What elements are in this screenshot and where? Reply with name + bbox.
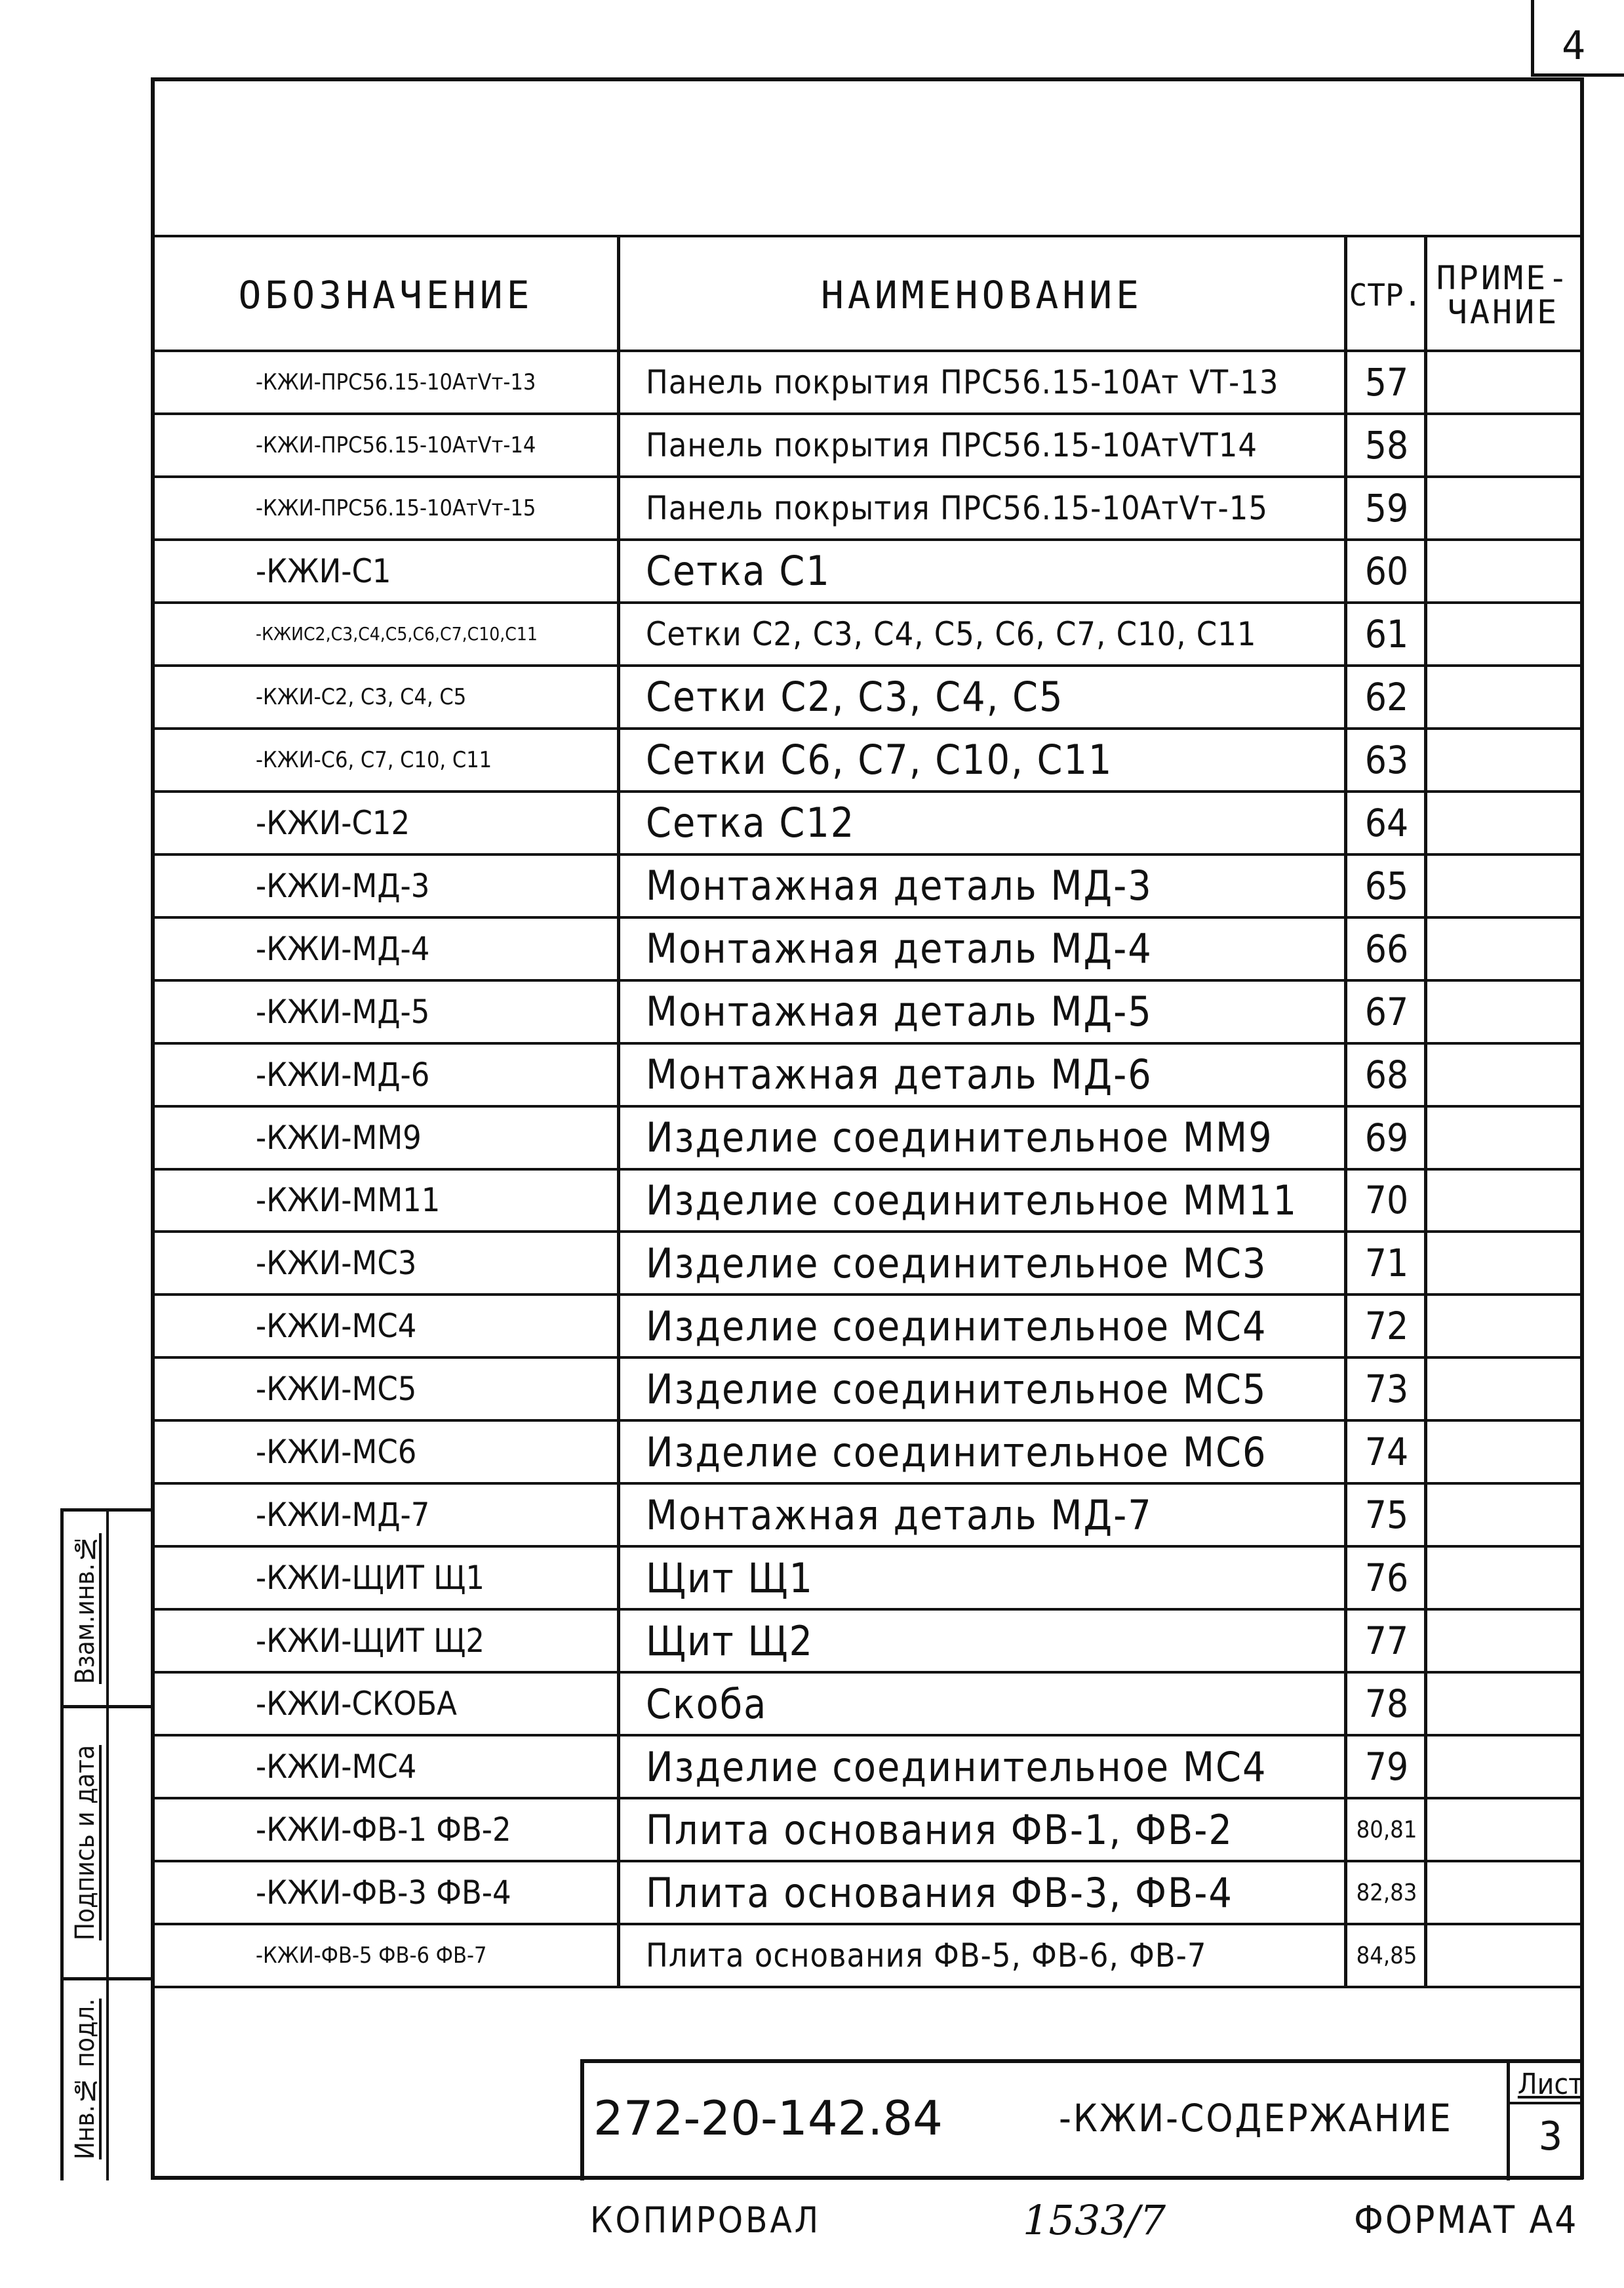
- title-block-top: [580, 2059, 1583, 2063]
- document-title: -КЖИ-СОДЕРЖАНИЕ: [1059, 2096, 1453, 2140]
- header-name: НАИМЕНОВАНИЕ: [820, 273, 1143, 317]
- col-divider-page: [1424, 236, 1427, 1987]
- row-name: Щит Щ1: [646, 1554, 814, 1602]
- row-code: -КЖИ-ФВ-3 ФВ-4: [256, 1874, 511, 1912]
- row-code: -КЖИ-МС6: [256, 1433, 417, 1472]
- row-page: 73: [1364, 1367, 1409, 1412]
- table-top-line: [155, 235, 1583, 237]
- row-code: -КЖИ-ЩИТ Щ2: [256, 1622, 485, 1660]
- row-page: 68: [1364, 1052, 1409, 1097]
- row-page: 79: [1364, 1744, 1409, 1790]
- header-page: СТР.: [1349, 277, 1422, 313]
- row-page: 61: [1364, 611, 1409, 656]
- row-name: Скоба: [646, 1679, 768, 1728]
- row-code: -КЖИ-ФВ-1 ФВ-2: [256, 1811, 511, 1849]
- row-page: 60: [1364, 548, 1409, 593]
- row-name: Изделие соединительное МС4: [646, 1302, 1267, 1350]
- row-name: Панель покрытия ПРС56.15-10АтVт-15: [646, 489, 1268, 527]
- row-name: Изделие соединительное МС4: [646, 1742, 1267, 1791]
- row-code: -КЖИ-С12: [256, 803, 410, 842]
- row-name: Щит Щ2: [646, 1616, 814, 1665]
- row-code: -КЖИ-С6, С7, С10, С11: [256, 746, 492, 773]
- row-code: -КЖИ-МС5: [256, 1370, 417, 1409]
- row-page: 65: [1364, 863, 1409, 908]
- header-note-line2: ЧАНИЕ: [1447, 293, 1560, 331]
- document-code: 272-20-142.84: [593, 2091, 943, 2146]
- row-code: -КЖИ-МД-3: [256, 866, 430, 905]
- inv-no-orig-label: Инв.№ подл.: [70, 1998, 100, 2159]
- title-block-left: [580, 2059, 584, 2180]
- row-page: 75: [1364, 1493, 1409, 1538]
- row-code: -КЖИ-ЩИТ Щ1: [256, 1559, 485, 1597]
- row-page: 78: [1364, 1681, 1409, 1727]
- row-name: Панель покрытия ПРС56.15-10Ат VТ-13: [646, 363, 1279, 401]
- frame-right: [1580, 77, 1584, 2179]
- row-page: 69: [1364, 1115, 1409, 1160]
- row-name: Изделие соединительное МС5: [646, 1365, 1267, 1413]
- row-name: Сетки С6, С7, С10, С11: [646, 736, 1113, 784]
- row-name: Монтажная деталь МД-6: [646, 1051, 1153, 1099]
- header-note-line1: ПРИМЕ-: [1436, 259, 1571, 297]
- row-code: -КЖИ-МС4: [256, 1307, 417, 1346]
- row-page: 64: [1364, 800, 1409, 845]
- row-name: Монтажная деталь МД-4: [646, 925, 1153, 973]
- row-code: -КЖИ-ПРС56.15-10АтVт-14: [256, 432, 536, 458]
- row-name: Изделие соединительное ММ9: [646, 1114, 1273, 1161]
- row-page: 57: [1364, 359, 1409, 405]
- row-name: Плита основания ФВ-3, ФВ-4: [646, 1868, 1233, 1917]
- row-page: 74: [1364, 1430, 1409, 1475]
- row-page: 58: [1364, 422, 1409, 468]
- col-divider-code: [617, 236, 620, 1987]
- row-code: -КЖИ-МД-4: [256, 929, 430, 968]
- row-code: -КЖИ-ММ11: [256, 1181, 441, 1220]
- row-name: Сетка С12: [646, 799, 856, 847]
- row-name: Изделие соединительное МС3: [646, 1239, 1267, 1287]
- row-code: -КЖИ-МД-7: [256, 1496, 430, 1535]
- row-page: 70: [1364, 1178, 1409, 1223]
- row-code: -КЖИ-ПРС56.15-10АтVт-13: [256, 369, 536, 395]
- row-code: -КЖИ-ФВ-5 ФВ-6 ФВ-7: [256, 1942, 487, 1969]
- row-name: Сетки С2, С3, С4, С5, С6, С7, С10, С11: [646, 614, 1257, 653]
- row-code: -КЖИ-ПРС56.15-10АтVт-15: [256, 494, 536, 521]
- frame-left: [151, 77, 155, 2179]
- row-page: 71: [1364, 1241, 1409, 1286]
- row-code: -КЖИ-МД-6: [256, 1055, 430, 1094]
- header-designation: ОБОЗНАЧЕНИЕ: [238, 273, 534, 317]
- row-page: 77: [1364, 1618, 1409, 1664]
- row-page: 72: [1364, 1304, 1409, 1349]
- row-page: 66: [1364, 926, 1409, 971]
- row-page: 80,81: [1356, 1816, 1417, 1843]
- row-page: 82,83: [1356, 1879, 1417, 1906]
- row-page: 62: [1364, 674, 1409, 719]
- footer-number: 1533/7: [1023, 2196, 1166, 2244]
- sheet-label: Лист: [1517, 2067, 1584, 2101]
- row-page: 67: [1364, 989, 1409, 1034]
- replacing-inv-no-label: Взам.инв.№: [70, 1533, 100, 1684]
- row-name: Монтажная деталь МД-7: [646, 1491, 1153, 1539]
- footer-copied: КОПИРОВАЛ: [590, 2199, 822, 2241]
- signature-date-label: Подпись и дата: [70, 1744, 100, 1941]
- row-code: -КЖИС2,С3,С4,С5,С6,С7,С10,С11: [256, 623, 538, 645]
- row-page: 76: [1364, 1555, 1409, 1601]
- row-code: -КЖИ-МС3: [256, 1244, 417, 1283]
- row-name: Монтажная деталь МД-3: [646, 862, 1153, 910]
- row-name: Изделие соединительное ММ11: [646, 1176, 1298, 1224]
- row-code: -КЖИ-С2, С3, С4, С5: [256, 683, 467, 710]
- row-code: -КЖИ-МД-5: [256, 992, 430, 1031]
- row-name: Сетка С1: [646, 547, 831, 595]
- corner-sheet-number: 4: [1561, 23, 1586, 69]
- row-code: -КЖИ-С1: [256, 552, 391, 590]
- row-name: Плита основания ФВ-5, ФВ-6, ФВ-7: [646, 1937, 1207, 1975]
- row-name: Панель покрытия ПРС56.15-10АтVТ14: [646, 426, 1258, 464]
- row-code: -КЖИ-СКОБА: [256, 1685, 457, 1723]
- row-name: Монтажная деталь МД-5: [646, 988, 1153, 1036]
- frame-top: [151, 77, 1583, 81]
- row-name: Сетки С2, С3, С4, С5: [646, 673, 1064, 721]
- frame-bottom: [151, 2176, 1583, 2180]
- header-note: [1427, 239, 1580, 351]
- row-page: 63: [1364, 737, 1409, 782]
- row-code: -КЖИ-МС4: [256, 1748, 417, 1786]
- row-name: Плита основания ФВ-1, ФВ-2: [646, 1805, 1233, 1854]
- row-page: 59: [1364, 485, 1409, 531]
- row-code: -КЖИ-ММ9: [256, 1118, 422, 1157]
- row-name: Изделие соединительное МС6: [646, 1428, 1267, 1476]
- row-page: 84,85: [1356, 1942, 1417, 1969]
- sheet-value: 3: [1538, 2114, 1563, 2159]
- footer-format: ФОРМАТ А4: [1354, 2198, 1579, 2242]
